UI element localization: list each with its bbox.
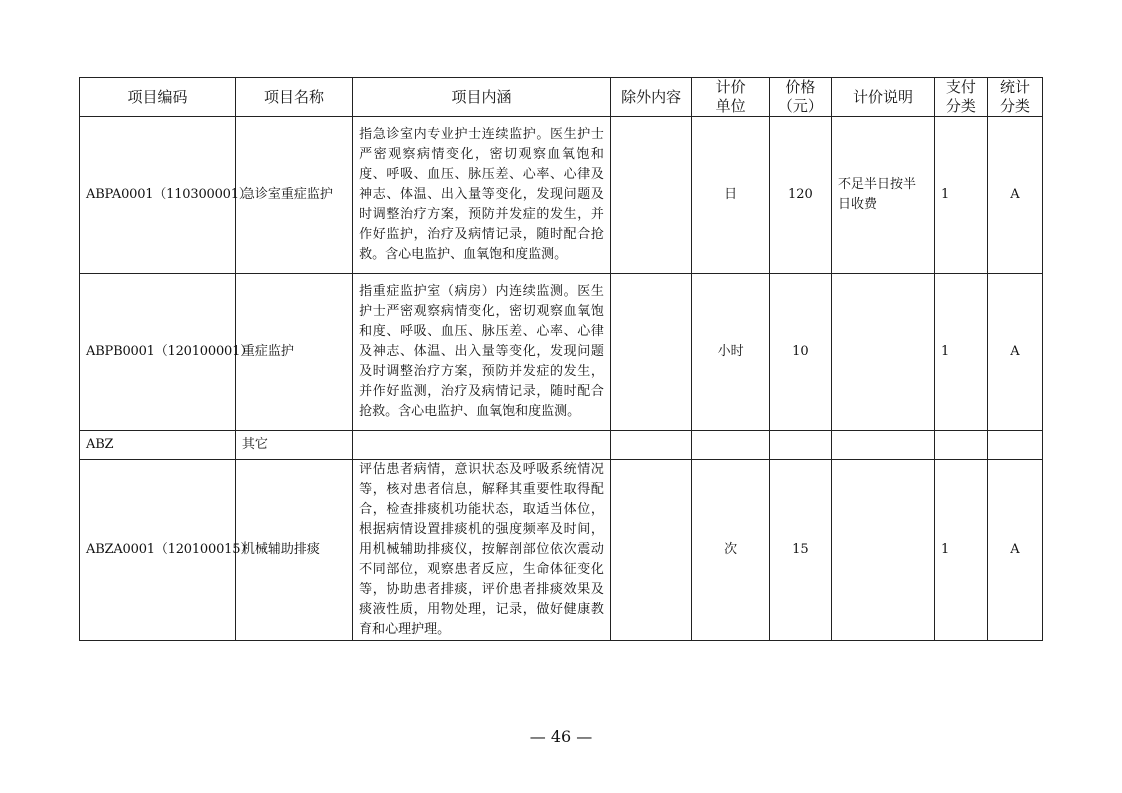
cell-code: ABPB0001（120100001） — [80, 274, 236, 431]
cell-code: ABZA0001（120100015） — [80, 460, 236, 641]
cell-name: 急诊室重症监护 — [235, 117, 352, 274]
cell-price: 15 — [769, 460, 831, 641]
cell-stat: A — [987, 117, 1042, 274]
cell-name: 其它 — [235, 431, 352, 460]
table-row — [80, 274, 1043, 431]
header-row — [80, 78, 1043, 117]
header-stat: 统计 分类 — [987, 78, 1042, 117]
header-content: 项目内涵 — [353, 78, 611, 117]
cell-exclusion — [610, 460, 692, 641]
header-pay: 支付 分类 — [934, 78, 987, 117]
cell-unit: 小时 — [692, 274, 769, 431]
cell-note — [832, 460, 935, 641]
cell-price: 120 — [769, 117, 831, 274]
table-row — [80, 431, 1043, 460]
fee-schedule-table — [79, 77, 1043, 641]
cell-note — [832, 431, 935, 460]
header-unit: 计价 单位 — [692, 78, 769, 117]
cell-unit: 日 — [692, 117, 769, 274]
header-name: 项目名称 — [235, 78, 352, 117]
page-number: — 46 — — [529, 727, 593, 746]
cell-code: ABPA0001（110300001） — [80, 117, 236, 274]
cell-pay — [934, 431, 987, 460]
table-row — [80, 117, 1043, 274]
header-note: 计价说明 — [832, 78, 935, 117]
cell-stat: A — [987, 274, 1042, 431]
cell-stat — [987, 431, 1042, 460]
cell-code: ABZ — [80, 431, 236, 460]
cell-price — [769, 431, 831, 460]
cell-note — [832, 274, 935, 431]
cell-content — [353, 431, 611, 460]
cell-exclusion — [610, 431, 692, 460]
cell-price: 10 — [769, 274, 831, 431]
cell-pay: 1 — [934, 460, 987, 641]
cell-unit — [692, 431, 769, 460]
cell-unit: 次 — [692, 460, 769, 641]
cell-pay: 1 — [934, 117, 987, 274]
cell-name: 机械辅助排痰 — [235, 460, 352, 641]
cell-exclusion — [610, 274, 692, 431]
cell-content: 指急诊室内专业护士连续监护。医生护士严密观察病情变化，密切观察血氧饱和度、呼吸、血压、脉压差、心率、心律及神志、体温、出入量等变化，发现问题及时调整治疗方案，预防并发症的发生，并作好监护，治疗及病情记录，随时配合抢救。含心电监护、血氧饱和度监测。 — [353, 117, 611, 274]
cell-pay: 1 — [934, 274, 987, 431]
table-row — [80, 460, 1043, 641]
cell-note: 不足半日按半日收费 — [832, 117, 935, 274]
cell-content: 指重症监护室（病房）内连续监测。医生护士严密观察病情变化，密切观察血氧饱和度、呼吸、血压、脉压差、心率、心律及神志、体温、出入量等变化，发现问题及时调整治疗方案，预防并发症的发生，并作好监测，治疗及病情记录，随时配合抢救。含心电监护、血氧饱和度监测。 — [353, 274, 611, 431]
cell-name: 重症监护 — [235, 274, 352, 431]
cell-stat: A — [987, 460, 1042, 641]
header-price: 价格 （元） — [769, 78, 831, 117]
cell-exclusion — [610, 117, 692, 274]
header-exclusion: 除外内容 — [610, 78, 692, 117]
header-code: 项目编码 — [80, 78, 236, 117]
cell-content: 评估患者病情，意识状态及呼吸系统情况等，核对患者信息，解释其重要性取得配合，检查排痰机功能状态，取适当体位，根据病情设置排痰机的强度频率及时间，用机械辅助排痰仪，按解剖部位依次震动不同部位，观察患者反应，生命体征变化等，协助患者排痰，评价患者排痰效果及痰液性质，用物处理，记录，做好健康教育和心理护理。 — [353, 460, 611, 641]
